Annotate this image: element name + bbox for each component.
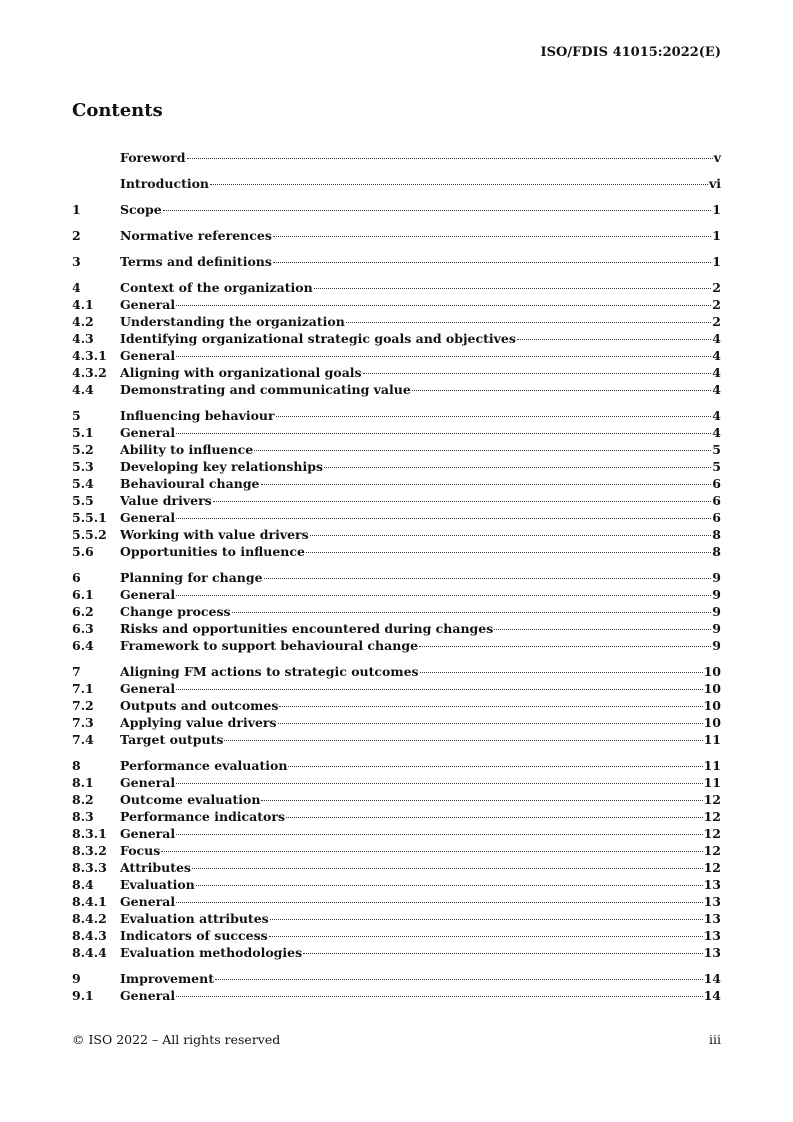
toc-entry-title: Influencing behaviour bbox=[120, 408, 275, 423]
toc-entry-page: 10 bbox=[703, 698, 721, 713]
toc-entry-title: Indicators of success bbox=[120, 928, 268, 943]
toc-entry-page: 12 bbox=[703, 860, 721, 875]
toc-entry[interactable] bbox=[72, 425, 721, 442]
toc-leader-dots bbox=[196, 885, 703, 886]
toc-entry-title: Evaluation bbox=[120, 877, 195, 892]
toc-entry-page: 2 bbox=[712, 297, 721, 312]
toc-entry-number: 2 bbox=[72, 228, 81, 243]
toc-entry-page: 10 bbox=[703, 715, 721, 730]
toc-entry[interactable] bbox=[72, 150, 721, 167]
toc-leader-dots bbox=[306, 552, 711, 553]
toc-entry-page: 2 bbox=[712, 314, 721, 329]
toc-entry-page: 4 bbox=[712, 408, 721, 423]
toc-entry-number: 8.4.4 bbox=[72, 945, 107, 960]
toc-entry[interactable] bbox=[72, 176, 721, 193]
toc-entry-title: Outputs and outcomes bbox=[120, 698, 279, 713]
toc-leader-dots bbox=[261, 484, 712, 485]
toc-entry-title: General bbox=[120, 510, 176, 525]
toc-entry-page: 1 bbox=[712, 202, 721, 217]
toc-entry-title: Normative references bbox=[120, 228, 272, 243]
toc-entry-title: Aligning with organizational goals bbox=[120, 365, 362, 380]
toc-entry-number: 7.1 bbox=[72, 681, 94, 696]
toc-entry[interactable] bbox=[72, 228, 721, 245]
toc-entry-page: 13 bbox=[703, 928, 721, 943]
toc-entry-number: 6.4 bbox=[72, 638, 94, 653]
toc-entry-page: 12 bbox=[703, 809, 721, 824]
toc-entry-page: 9 bbox=[712, 570, 721, 585]
toc-entry[interactable] bbox=[72, 202, 721, 219]
toc-leader-dots bbox=[276, 416, 712, 417]
toc-entry-title: Context of the organization bbox=[120, 280, 313, 295]
toc-entry-page: 1 bbox=[712, 254, 721, 269]
toc-leader-dots bbox=[346, 322, 711, 323]
toc-entry-number: 8.4 bbox=[72, 877, 94, 892]
page-number: iii bbox=[709, 1032, 721, 1047]
toc-entry-number: 4.3 bbox=[72, 331, 94, 346]
toc-entry-title: Working with value drivers bbox=[120, 527, 309, 542]
toc-entry[interactable] bbox=[72, 945, 721, 962]
toc-entry[interactable] bbox=[72, 442, 721, 459]
toc-entry[interactable] bbox=[72, 510, 721, 527]
toc-entry-title: Developing key relationships bbox=[120, 459, 323, 474]
toc-leader-dots bbox=[213, 501, 712, 502]
toc-entry-page: 9 bbox=[712, 621, 721, 636]
toc-entry-page: 4 bbox=[712, 331, 721, 346]
toc-entry-title: Framework to support behavioural change bbox=[120, 638, 419, 653]
toc-entry[interactable] bbox=[72, 664, 721, 681]
toc-entry-page: 10 bbox=[703, 664, 721, 679]
toc-entry-title: General bbox=[120, 894, 176, 909]
toc-entry-title: Opportunities to influence bbox=[120, 544, 305, 559]
toc-entry[interactable] bbox=[72, 792, 721, 809]
toc-entry[interactable] bbox=[72, 860, 721, 877]
toc-entry-number: 4.4 bbox=[72, 382, 94, 397]
toc-entry-title: Attributes bbox=[120, 860, 191, 875]
toc-entry-title: Applying value drivers bbox=[120, 715, 277, 730]
toc-entry[interactable] bbox=[72, 604, 721, 621]
toc-entry-number: 1 bbox=[72, 202, 81, 217]
toc-leader-dots bbox=[517, 339, 711, 340]
toc-entry[interactable] bbox=[72, 621, 721, 638]
toc-entry-title: General bbox=[120, 988, 176, 1003]
toc-entry-page: 9 bbox=[712, 638, 721, 653]
toc-entry[interactable] bbox=[72, 493, 721, 510]
toc-entry-title: General bbox=[120, 681, 176, 696]
toc-entry-title: Introduction bbox=[120, 176, 210, 191]
toc-leader-dots bbox=[215, 979, 703, 980]
toc-entry-number: 8.1 bbox=[72, 775, 94, 790]
toc-entry-number: 6.3 bbox=[72, 621, 94, 636]
toc-leader-dots bbox=[192, 868, 703, 869]
toc-leader-dots bbox=[419, 646, 711, 647]
toc-entry-number: 5 bbox=[72, 408, 81, 423]
toc-leader-dots bbox=[412, 390, 711, 391]
toc-entry-title: Change process bbox=[120, 604, 231, 619]
toc-entry-page: 11 bbox=[703, 775, 721, 790]
toc-entry-number: 4.3.1 bbox=[72, 348, 107, 363]
toc-entry-title: General bbox=[120, 775, 176, 790]
toc-leader-dots bbox=[303, 953, 702, 954]
toc-entry[interactable] bbox=[72, 365, 721, 382]
toc-leader-dots bbox=[279, 706, 702, 707]
toc-entry[interactable] bbox=[72, 698, 721, 715]
toc-entry-page: 6 bbox=[712, 493, 721, 508]
toc-entry-number: 5.6 bbox=[72, 544, 94, 559]
toc-leader-dots bbox=[261, 800, 702, 801]
toc-leader-dots bbox=[324, 467, 711, 468]
toc-entry-page: 4 bbox=[712, 348, 721, 363]
page-title: Contents bbox=[72, 100, 163, 121]
toc-entry-title: Risks and opportunities encountered during changes bbox=[120, 621, 494, 636]
toc-entry-number: 9.1 bbox=[72, 988, 94, 1003]
toc-entry-number: 8 bbox=[72, 758, 81, 773]
toc-entry[interactable] bbox=[72, 476, 721, 493]
toc-entry-title: Performance indicators bbox=[120, 809, 286, 824]
toc-entry-number: 6 bbox=[72, 570, 81, 585]
toc-entry-title: Improvement bbox=[120, 971, 214, 986]
toc-entry-title: General bbox=[120, 297, 176, 312]
toc-entry-page: 1 bbox=[712, 228, 721, 243]
toc-entry-number: 4.2 bbox=[72, 314, 94, 329]
toc-leader-dots bbox=[494, 629, 711, 630]
toc-entry-title: General bbox=[120, 348, 176, 363]
toc-entry[interactable] bbox=[72, 809, 721, 826]
toc-entry-number: 8.4.1 bbox=[72, 894, 107, 909]
toc-entry-number: 7.4 bbox=[72, 732, 94, 747]
page-footer bbox=[72, 1032, 721, 1047]
toc-entry-page: 11 bbox=[703, 732, 721, 747]
toc-entry[interactable] bbox=[72, 988, 721, 1005]
toc-leader-dots bbox=[288, 766, 702, 767]
toc-entry[interactable] bbox=[72, 314, 721, 331]
toc-entry[interactable] bbox=[72, 911, 721, 928]
table-of-contents bbox=[72, 150, 721, 1005]
toc-entry-title: Focus bbox=[120, 843, 161, 858]
toc-leader-dots bbox=[187, 158, 713, 159]
toc-leader-dots bbox=[176, 305, 711, 306]
toc-entry-title: Demonstrating and communicating value bbox=[120, 382, 411, 397]
toc-entry-page: 12 bbox=[703, 826, 721, 841]
toc-entry-page: 4 bbox=[712, 425, 721, 440]
toc-entry-title: Evaluation methodologies bbox=[120, 945, 303, 960]
toc-leader-dots bbox=[273, 262, 711, 263]
toc-entry-page: 9 bbox=[712, 604, 721, 619]
toc-entry[interactable] bbox=[72, 681, 721, 698]
toc-entry-number: 4.1 bbox=[72, 297, 94, 312]
toc-entry-title: Understanding the organization bbox=[120, 314, 345, 329]
toc-entry-title: Outcome evaluation bbox=[120, 792, 261, 807]
toc-entry-page: 2 bbox=[712, 280, 721, 295]
toc-entry-number: 5.4 bbox=[72, 476, 94, 491]
toc-entry-number: 4.3.2 bbox=[72, 365, 107, 380]
toc-entry-number: 8.3.2 bbox=[72, 843, 107, 858]
toc-entry-number: 6.2 bbox=[72, 604, 94, 619]
toc-entry-page: 5 bbox=[712, 459, 721, 474]
toc-entry-page: 5 bbox=[712, 442, 721, 457]
toc-entry-page: v bbox=[713, 150, 721, 165]
toc-entry-page: 9 bbox=[712, 587, 721, 602]
toc-entry-number: 5.1 bbox=[72, 425, 94, 440]
toc-entry-page: 12 bbox=[703, 843, 721, 858]
toc-entry-number: 5.5 bbox=[72, 493, 94, 508]
toc-entry-title: Foreword bbox=[120, 150, 186, 165]
copyright-notice: © ISO 2022 – All rights reserved bbox=[72, 1032, 281, 1047]
toc-entry[interactable] bbox=[72, 971, 721, 988]
toc-entry-number: 8.2 bbox=[72, 792, 94, 807]
toc-entry[interactable] bbox=[72, 587, 721, 604]
toc-entry-number: 5.3 bbox=[72, 459, 94, 474]
toc-leader-dots bbox=[278, 723, 703, 724]
toc-entry-title: Identifying organizational strategic goals and objectives bbox=[120, 331, 516, 346]
toc-entry-title: Behavioural change bbox=[120, 476, 260, 491]
toc-entry[interactable] bbox=[72, 928, 721, 945]
toc-entry-title: Terms and definitions bbox=[120, 254, 272, 269]
toc-entry[interactable] bbox=[72, 877, 721, 894]
toc-entry-title: Ability to influence bbox=[120, 442, 254, 457]
toc-entry-number: 8.3 bbox=[72, 809, 94, 824]
toc-entry[interactable] bbox=[72, 544, 721, 561]
toc-entry-title: Evaluation attributes bbox=[120, 911, 269, 926]
toc-entry-page: 4 bbox=[712, 365, 721, 380]
toc-entry[interactable] bbox=[72, 297, 721, 314]
toc-entry[interactable] bbox=[72, 408, 721, 425]
toc-entry-number: 8.3.1 bbox=[72, 826, 107, 841]
toc-entry[interactable] bbox=[72, 758, 721, 775]
toc-entry-number: 7.3 bbox=[72, 715, 94, 730]
toc-entry[interactable] bbox=[72, 894, 721, 911]
toc-leader-dots bbox=[176, 518, 711, 519]
toc-entry[interactable] bbox=[72, 843, 721, 860]
toc-entry-page: 13 bbox=[703, 911, 721, 926]
toc-entry[interactable] bbox=[72, 280, 721, 297]
toc-entry[interactable] bbox=[72, 527, 721, 544]
toc-entry-number: 5.2 bbox=[72, 442, 94, 457]
toc-entry-page: 13 bbox=[703, 894, 721, 909]
toc-entry[interactable] bbox=[72, 570, 721, 587]
toc-entry-title: Planning for change bbox=[120, 570, 263, 585]
toc-entry-title: Scope bbox=[120, 202, 162, 217]
toc-leader-dots bbox=[286, 817, 703, 818]
toc-leader-dots bbox=[163, 210, 712, 211]
toc-entry[interactable] bbox=[72, 254, 721, 271]
toc-entry-number: 8.3.3 bbox=[72, 860, 107, 875]
toc-leader-dots bbox=[161, 851, 702, 852]
toc-leader-dots bbox=[176, 996, 702, 997]
toc-leader-dots bbox=[310, 535, 712, 536]
toc-entry[interactable] bbox=[72, 382, 721, 399]
toc-entry-title: Value drivers bbox=[120, 493, 212, 508]
toc-entry-title: Target outputs bbox=[120, 732, 224, 747]
toc-leader-dots bbox=[314, 288, 712, 289]
toc-entry[interactable] bbox=[72, 775, 721, 792]
toc-leader-dots bbox=[176, 834, 702, 835]
toc-entry[interactable] bbox=[72, 715, 721, 732]
toc-leader-dots bbox=[210, 184, 708, 185]
toc-leader-dots bbox=[176, 783, 702, 784]
toc-entry-number: 6.1 bbox=[72, 587, 94, 602]
toc-leader-dots bbox=[224, 740, 702, 741]
toc-entry[interactable] bbox=[72, 732, 721, 749]
toc-leader-dots bbox=[176, 595, 711, 596]
toc-entry-page: 4 bbox=[712, 382, 721, 397]
toc-leader-dots bbox=[232, 612, 712, 613]
toc-entry-page: 8 bbox=[712, 527, 721, 542]
toc-leader-dots bbox=[420, 672, 703, 673]
toc-entry-number: 7 bbox=[72, 664, 81, 679]
toc-entry-number: 3 bbox=[72, 254, 81, 269]
toc-entry-title: Aligning FM actions to strategic outcomes bbox=[120, 664, 419, 679]
toc-leader-dots bbox=[269, 936, 703, 937]
toc-entry-page: 6 bbox=[712, 476, 721, 491]
toc-entry-number: 9 bbox=[72, 971, 81, 986]
toc-entry-page: 14 bbox=[703, 988, 721, 1003]
toc-entry-number: 8.4.3 bbox=[72, 928, 107, 943]
toc-entry-page: 13 bbox=[703, 945, 721, 960]
toc-leader-dots bbox=[176, 902, 702, 903]
toc-leader-dots bbox=[270, 919, 703, 920]
toc-entry-title: General bbox=[120, 826, 176, 841]
toc-entry[interactable] bbox=[72, 459, 721, 476]
document-identifier: ISO/FDIS 41015:2022(E) bbox=[540, 45, 721, 60]
toc-entry-number: 5.5.1 bbox=[72, 510, 107, 525]
toc-leader-dots bbox=[176, 689, 702, 690]
toc-entry-page: 14 bbox=[703, 971, 721, 986]
toc-entry-number: 7.2 bbox=[72, 698, 94, 713]
toc-entry[interactable] bbox=[72, 826, 721, 843]
toc-leader-dots bbox=[254, 450, 711, 451]
toc-entry-number: 4 bbox=[72, 280, 81, 295]
toc-entry-page: 11 bbox=[703, 758, 721, 773]
toc-leader-dots bbox=[264, 578, 712, 579]
toc-entry-page: 12 bbox=[703, 792, 721, 807]
toc-entry-page: 10 bbox=[703, 681, 721, 696]
toc-entry[interactable] bbox=[72, 331, 721, 348]
toc-entry-number: 8.4.2 bbox=[72, 911, 107, 926]
toc-entry[interactable] bbox=[72, 638, 721, 655]
toc-entry-title: General bbox=[120, 425, 176, 440]
toc-entry-page: vi bbox=[708, 176, 721, 191]
toc-leader-dots bbox=[363, 373, 712, 374]
toc-entry-title: Performance evaluation bbox=[120, 758, 288, 773]
toc-leader-dots bbox=[176, 433, 711, 434]
toc-entry-page: 6 bbox=[712, 510, 721, 525]
toc-entry[interactable] bbox=[72, 348, 721, 365]
toc-entry-title: General bbox=[120, 587, 176, 602]
toc-leader-dots bbox=[176, 356, 711, 357]
toc-entry-number: 5.5.2 bbox=[72, 527, 107, 542]
toc-entry-page: 13 bbox=[703, 877, 721, 892]
toc-leader-dots bbox=[273, 236, 711, 237]
toc-entry-page: 8 bbox=[712, 544, 721, 559]
